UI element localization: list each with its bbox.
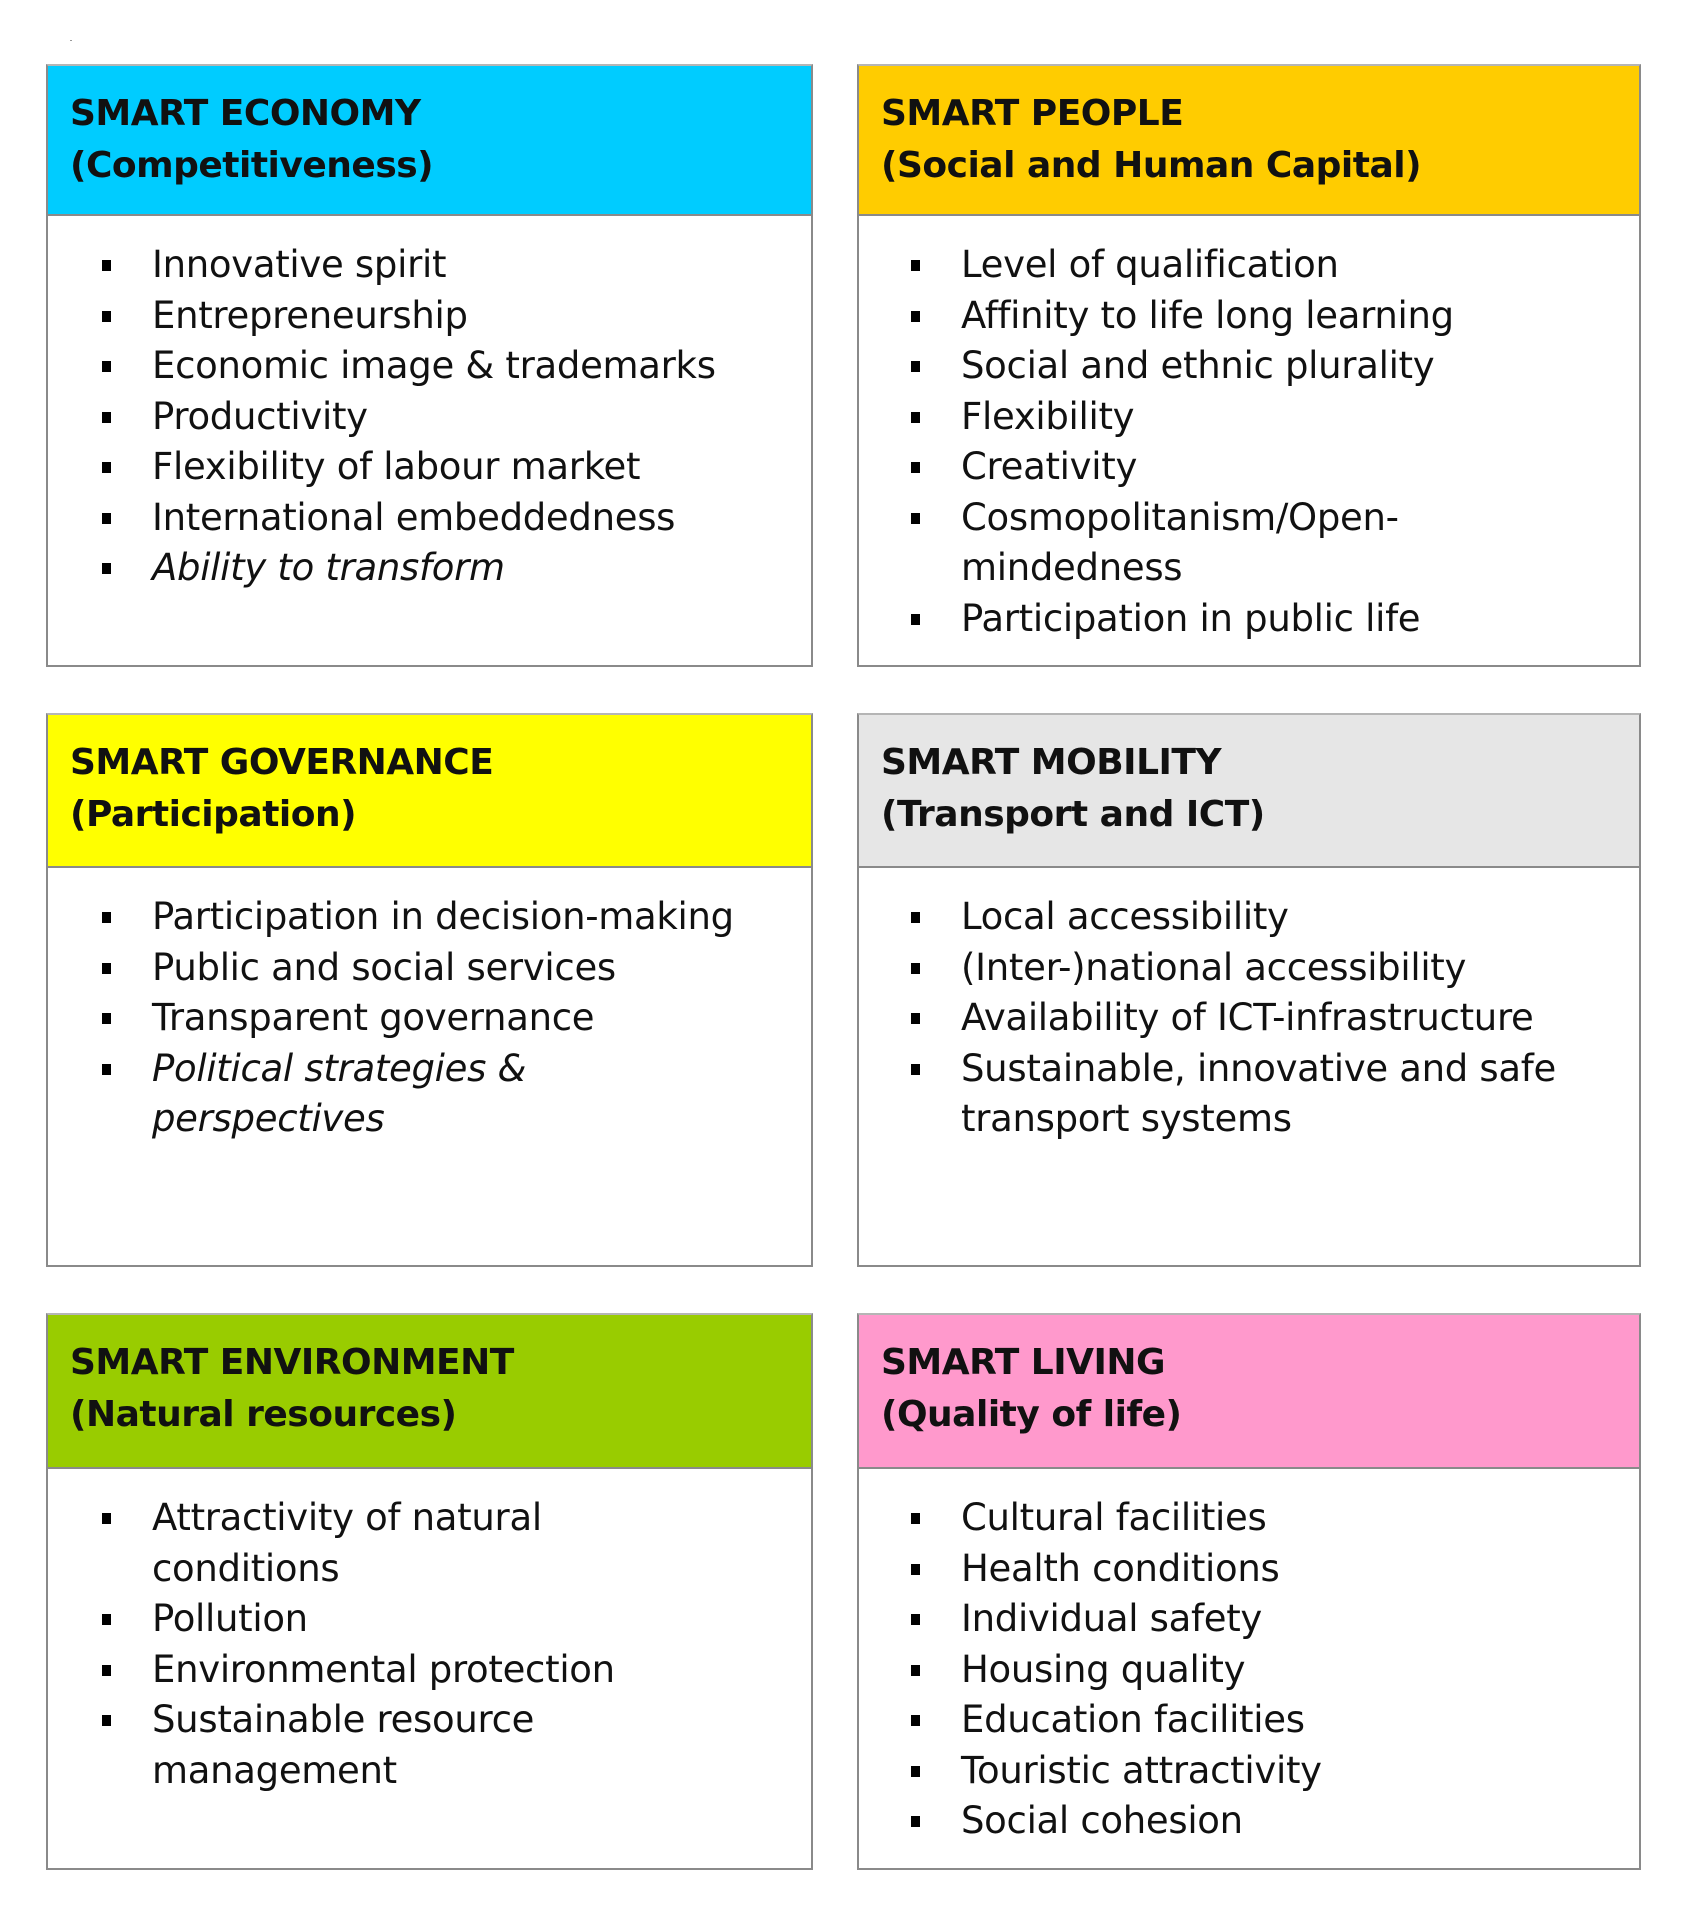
list-item: (Inter-)national accessibility: [859, 943, 1639, 994]
list-item: Political strategies & perspectives: [48, 1044, 542, 1145]
list-item: Affinity to life long learning: [859, 291, 1519, 342]
card-subtitle: (Participation): [70, 794, 357, 835]
list-item: Public and social services: [48, 943, 811, 994]
item-list: [48, 868, 811, 1145]
list-item: Social cohesion: [859, 1796, 1639, 1847]
card-subtitle: (Social and Human Capital): [881, 145, 1422, 186]
card-title: SMART ECONOMY: [70, 93, 421, 134]
list-item: Sustainable resource management: [48, 1695, 602, 1796]
item-list: [48, 1469, 811, 1796]
stray-mark: [70, 40, 72, 41]
list-item: Innovative spirit: [48, 240, 811, 291]
card-subtitle: (Natural resources): [70, 1394, 457, 1435]
list-item: International embeddedness: [48, 493, 811, 544]
card-title: SMART PEOPLE: [881, 93, 1184, 134]
card-title: SMART GOVERNANCE: [70, 742, 494, 783]
card-smart-living: [857, 1313, 1641, 1870]
card-smart-environment: [46, 1313, 813, 1870]
list-item: Pollution: [48, 1594, 811, 1645]
list-item: Cosmopolitanism/Open-mindedness: [859, 493, 1451, 594]
item-list: [859, 868, 1639, 1145]
list-item: Flexibility of labour market: [48, 442, 811, 493]
card-smart-people: [857, 64, 1641, 667]
list-item: Economic image & trademarks: [48, 341, 811, 392]
item-list: [48, 216, 811, 594]
list-item: Individual safety: [859, 1594, 1639, 1645]
list-item: Housing quality: [859, 1645, 1639, 1696]
list-item: Social and ethnic plurality: [859, 341, 1519, 392]
list-item: Ability to transform: [48, 543, 811, 594]
list-item: Sustainable, innovative and safe transport systems: [859, 1044, 1571, 1145]
list-item: Touristic attractivity: [859, 1746, 1639, 1797]
list-item: Cultural facilities: [859, 1493, 1639, 1544]
card-smart-economy: [46, 64, 813, 667]
card-title: SMART ENVIRONMENT: [70, 1342, 514, 1383]
list-item: Creativity: [859, 442, 1519, 493]
card-header: [48, 1315, 811, 1469]
list-item: Education facilities: [859, 1695, 1639, 1746]
item-list: [859, 216, 1639, 644]
list-item: Availability of ICT-infrastructure: [859, 993, 1639, 1044]
list-item: Environmental protection: [48, 1645, 811, 1696]
card-header: [859, 715, 1639, 868]
card-title: SMART LIVING: [881, 1342, 1166, 1383]
card-subtitle: (Competitiveness): [70, 145, 434, 186]
list-item: Participation in public life: [859, 594, 1519, 645]
list-item: Productivity: [48, 392, 811, 443]
list-item: Entrepreneurship: [48, 291, 811, 342]
item-list: [859, 1469, 1639, 1847]
list-item: Local accessibility: [859, 892, 1639, 943]
list-item: Transparent governance: [48, 993, 811, 1044]
card-smart-governance: [46, 713, 813, 1267]
card-header: [859, 66, 1639, 216]
card-header: [48, 66, 811, 216]
card-subtitle: (Quality of life): [881, 1394, 1182, 1435]
list-item: Attractivity of natural conditions: [48, 1493, 602, 1594]
card-smart-mobility: [857, 713, 1641, 1267]
list-item: Flexibility: [859, 392, 1519, 443]
card-header: [48, 715, 811, 868]
list-item: Health conditions: [859, 1544, 1639, 1595]
card-subtitle: (Transport and ICT): [881, 794, 1265, 835]
card-title: SMART MOBILITY: [881, 742, 1222, 783]
list-item: Level of qualification: [859, 240, 1519, 291]
card-header: [859, 1315, 1639, 1469]
list-item: Participation in decision-making: [48, 892, 811, 943]
